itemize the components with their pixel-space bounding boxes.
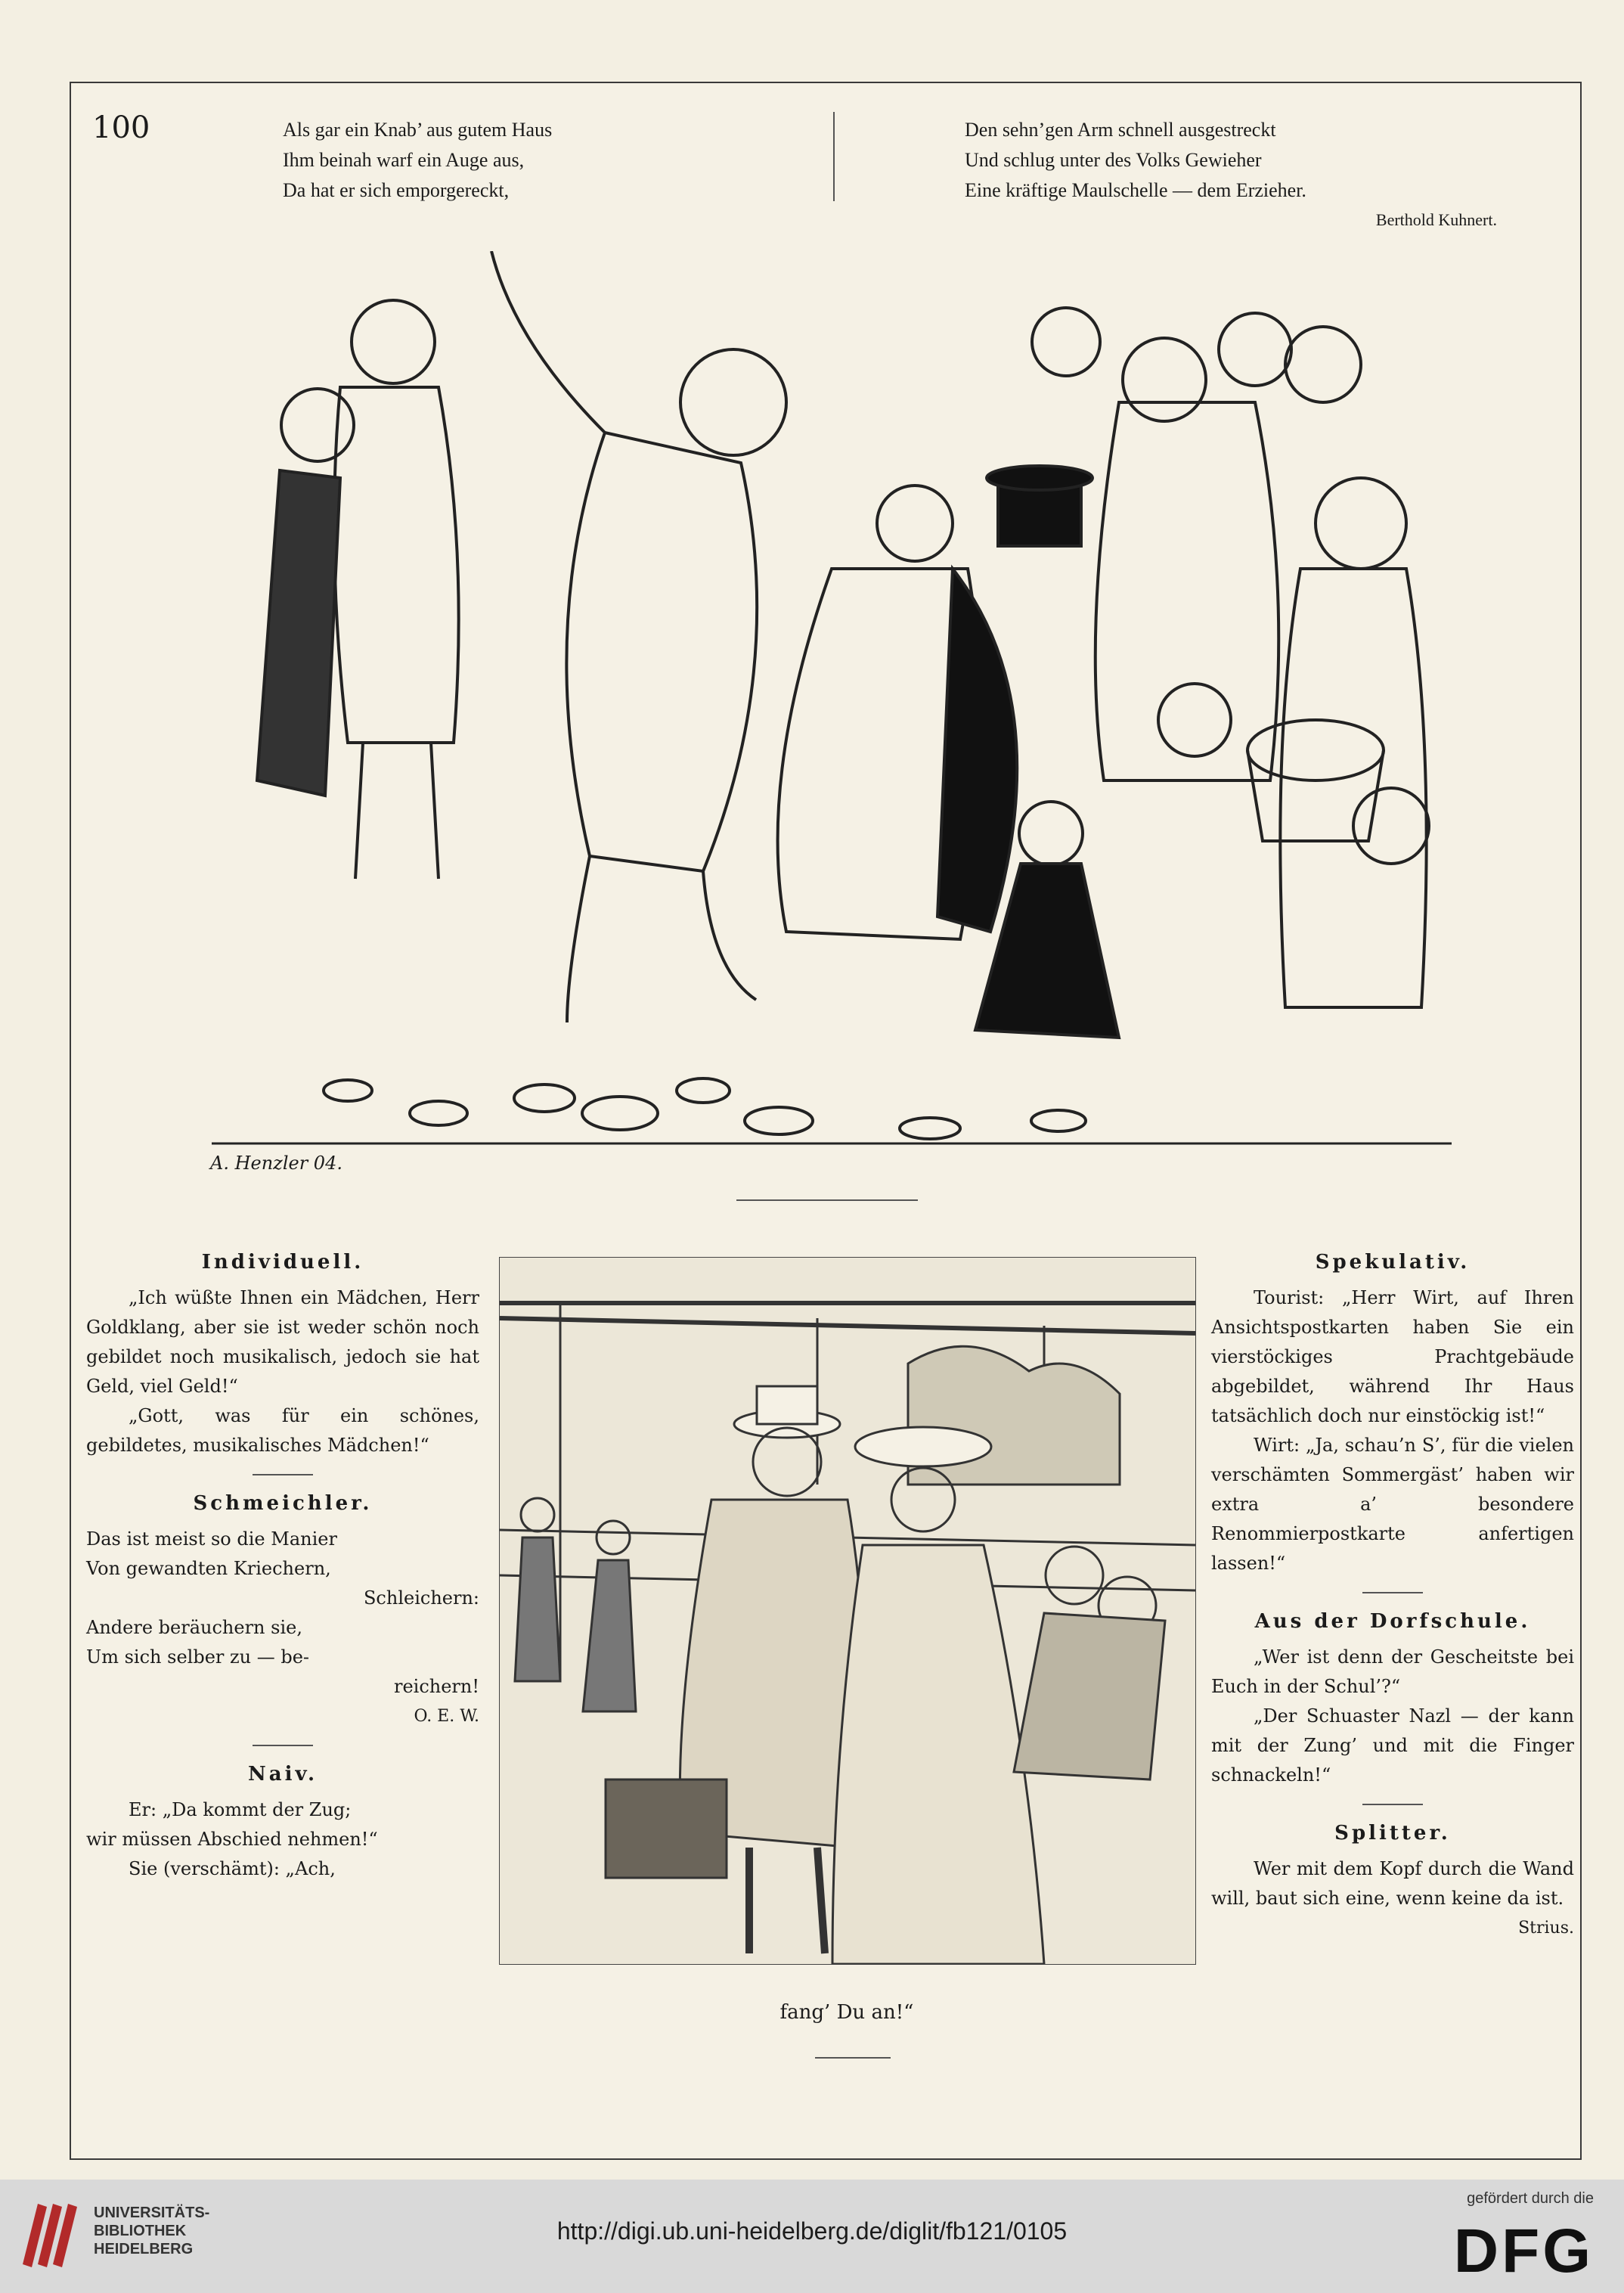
verse-line: Um sich selber zu — be-	[86, 1646, 310, 1668]
poem-line: Da hat er sich emporgereckt,	[283, 179, 510, 201]
station-couple-illustration	[499, 1257, 1196, 1965]
poem-line: Den sehn’gen Arm schnell ausgestreckt	[965, 119, 1276, 141]
dialogue-line: wir müssen Abschied nehmen!“	[86, 1829, 378, 1850]
illustrator-signature: A. Henzler 04.	[210, 1153, 342, 1174]
heading-schmeichler: Schmeichler.	[193, 1492, 373, 1515]
verse-line: reichern!	[393, 1676, 479, 1697]
poem-left-stanza	[283, 115, 552, 206]
dialogue-line: Er: „Da kommt der Zug;	[129, 1799, 352, 1820]
divider	[253, 1745, 313, 1746]
divider	[253, 1474, 313, 1475]
verse-line: Schleichern:	[363, 1587, 479, 1609]
heading-naiv: Naiv.	[247, 1763, 318, 1786]
page-url-link[interactable]: http://digi.ub.uni-heidelberg.de/diglit/fb121/0105	[556, 2217, 1068, 2245]
section-divider	[736, 1199, 918, 1201]
paragraph: „Ich wüßte Ihnen ein Mädchen, Herr Goldklang, aber sie ist weder schön noch gebildet noch musikalisch, jedoch sie hat Geld, viel Geld!“	[86, 1287, 479, 1397]
dialogue-line: Sie (verschämt): „Ach,	[129, 1858, 336, 1879]
paragraph: „Gott, was für ein schönes, gebildetes, musikalisches Mädchen!“	[86, 1405, 479, 1456]
heading-spekulativ: Spekulativ.	[1315, 1251, 1471, 1274]
dfg-logo: DFG	[1453, 2217, 1594, 2285]
heading-splitter: Splitter.	[1334, 1822, 1451, 1845]
paragraph: „Wer ist denn der Gescheitste bei Euch in der Schul’?“	[1211, 1646, 1574, 1697]
poem-divider	[833, 112, 835, 201]
crowd-scene-illustration	[212, 251, 1452, 1234]
poem-line: Als gar ein Knab’ aus gutem Haus	[283, 119, 553, 141]
viewer-footer	[0, 2180, 1624, 2293]
signature: Strius.	[1518, 1919, 1574, 1938]
right-text-column	[1211, 1248, 1574, 1943]
heading-individuell: Individuell.	[201, 1251, 364, 1274]
paragraph: Wer mit dem Kopf durch die Wand will, baut sich eine, wenn keine da ist.	[1211, 1858, 1574, 1909]
poem-line: Eine kräftige Maulschelle — dem Erzieher.	[965, 179, 1306, 201]
paragraph: Wirt: „Ja, schau’n S’, für die vielen verschämten Sommergäst’ haben wir extra a’ besondere Renommierpostkarte anfertigen lassen!“	[1211, 1435, 1574, 1574]
poem-right-stanza	[965, 115, 1306, 206]
divider	[1362, 1804, 1423, 1805]
page-number: 100	[92, 110, 150, 145]
paragraph: Tourist: „Herr Wirt, auf Ihren Ansichtspostkarten haben Sie ein vierstöckiges Prachtgebäude abgebildet, während Ihr Haus tatsächlich doch nur einstöckig ist!“	[1211, 1287, 1574, 1426]
poem-line: Ihm beinah warf ein Auge aus,	[283, 149, 525, 171]
poem-author: Berthold Kuhnert.	[1375, 210, 1497, 229]
verse-line: Das ist meist so die Manier	[86, 1528, 337, 1550]
signature: O. E. W.	[414, 1707, 479, 1726]
left-text-column	[86, 1248, 479, 1884]
heading-dorfschule: Aus der Dorfschule.	[1254, 1610, 1531, 1633]
poem-line: Und schlug unter des Volks Gewieher	[965, 149, 1262, 171]
verse-line: Andere beräuchern sie,	[86, 1617, 302, 1638]
magazine-page	[70, 82, 1582, 2160]
funding-label: gefördert durch die	[1467, 2190, 1594, 2207]
divider	[1362, 1592, 1423, 1593]
paragraph: „Der Schuaster Nazl — der kann mit der Zung’ und mit die Finger schnackeln!“	[1211, 1705, 1574, 1786]
library-name: UNIVERSITÄTS- BIBLIOTHEK HEIDELBERG	[94, 2205, 210, 2257]
caption-divider	[815, 2057, 891, 2059]
verse-line: Von gewandten Kriechern,	[86, 1558, 331, 1579]
illustration-caption: fang’ Du an!“	[779, 2001, 914, 2024]
